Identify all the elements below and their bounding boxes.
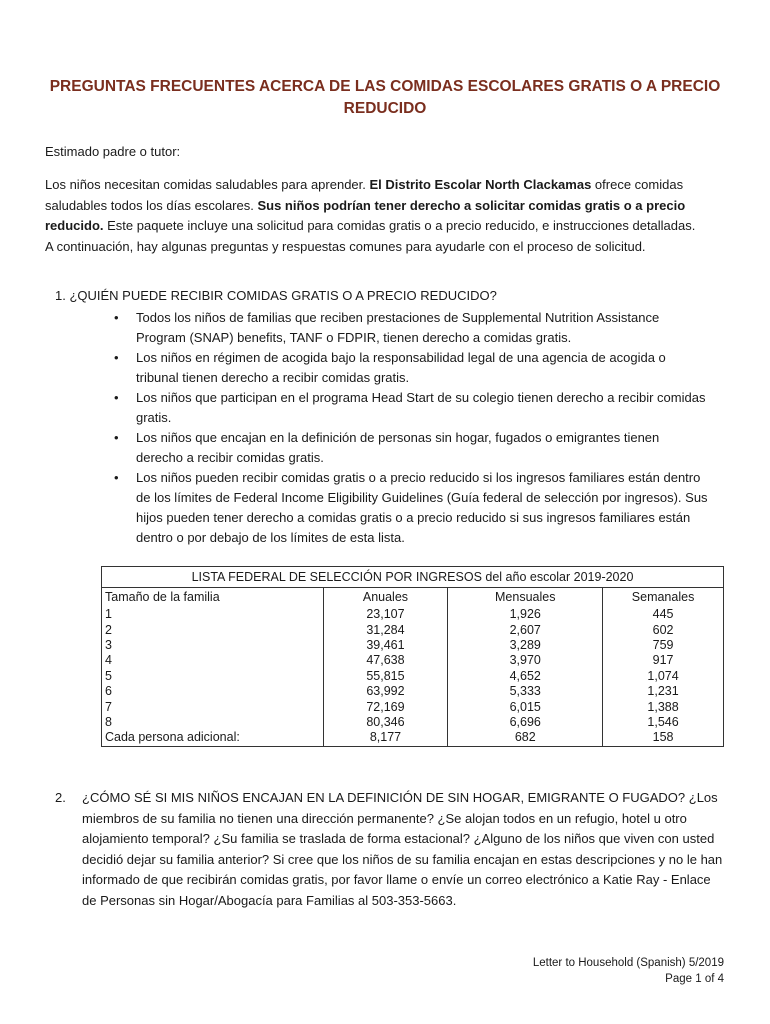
page-footer <box>533 955 724 987</box>
header-annual: Anuales <box>323 588 448 608</box>
question-2-text: ¿CÓMO SÉ SI MIS NIÑOS ENCAJAN EN LA DEFINICIÓN DE SIN HOGAR, EMIGRANTE O FUGADO? ¿Los miembros de su familia no tienen una dirección permanente? ¿Se alojan todos en un refugio, hotel u otro alojamiento temporal? ¿Su familia se traslada de forma estacional? ¿Alguno de los niños que viven con usted decidió dejar su familia anterior? Si cree que los niños de su familia encajan en estas descripciones y no le han informado de que recibirán comidas gratis, por favor llame o envíe un correo electrónico a Katie Ray - Enlace de Personas sin Hogar/Abogacía para Familias al 503-353-5663. <box>82 790 723 908</box>
intro-eligibility-note: Sus niños podrían tener derecho a solicitar comidas gratis o a precio reducido. <box>45 197 686 233</box>
table-cell: 7 <box>102 699 324 714</box>
table-row <box>102 622 724 637</box>
question-1-heading: 1. ¿QUIÉN PUEDE RECIBIR COMIDAS GRATIS O A PRECIO REDUCIDO? <box>55 288 497 303</box>
table-cell: 4 <box>102 653 324 668</box>
table-cell: 1 <box>102 607 324 622</box>
table-caption-row <box>102 567 724 588</box>
table-row <box>102 715 724 730</box>
header-family-size: Tamaño de la familia <box>102 588 324 608</box>
table-cell: 1,926 <box>448 607 603 622</box>
table-cell: 31,284 <box>323 622 448 637</box>
table-cell: 3,289 <box>448 638 603 653</box>
table-cell: 55,815 <box>323 669 448 684</box>
question-1-bullets <box>108 308 708 548</box>
bullet-item: • Los niños en régimen de acogida bajo la responsabilidad legal de una agencia de acogida o tribunal tienen derecho a recibir comidas gratis. <box>108 348 708 388</box>
table-cell: 2,607 <box>448 622 603 637</box>
table-cell: 72,169 <box>323 699 448 714</box>
question-2-number: 2. <box>55 790 66 805</box>
header-monthly: Mensuales <box>448 588 603 608</box>
table-cell: 8,177 <box>323 730 448 746</box>
header-weekly: Semanales <box>603 588 724 608</box>
table-cell: 47,638 <box>323 653 448 668</box>
table-cell: 3,970 <box>448 653 603 668</box>
table-cell: 759 <box>603 638 724 653</box>
table-cell: 5 <box>102 669 324 684</box>
table-header-row <box>102 588 724 608</box>
table-row <box>102 684 724 699</box>
table-row <box>102 607 724 622</box>
table-row <box>102 730 724 746</box>
table-cell: Cada persona adicional: <box>102 730 324 746</box>
table-cell: 1,546 <box>603 715 724 730</box>
table-cell: 1,074 <box>603 669 724 684</box>
table-cell: 63,992 <box>323 684 448 699</box>
table-cell: 917 <box>603 653 724 668</box>
bullet-item: • Los niños que encajan en la definición de personas sin hogar, fugados o emigrantes tienen derecho a recibir comidas gratis. <box>108 428 708 468</box>
table-cell: 682 <box>448 730 603 746</box>
table-cell: 1,388 <box>603 699 724 714</box>
table-cell: 80,346 <box>323 715 448 730</box>
footer-page-number: Page 1 of 4 <box>665 973 724 985</box>
table-cell: 2 <box>102 622 324 637</box>
question-2 <box>55 788 725 911</box>
intro-paragraph <box>45 175 705 257</box>
intro-text-1: Los niños necesitan comidas saludables para aprender. <box>45 177 370 192</box>
intro-text-3: Este paquete incluye una solicitud para comidas gratis o a precio reducido, e instrucciones detalladas. A continuación, hay algunas preguntas y respuestas comunes para ayudarle con el proceso de solicitud. <box>45 218 696 254</box>
table-caption: LISTA FEDERAL DE SELECCIÓN POR INGRESOS del año escolar 2019-2020 <box>102 567 724 588</box>
table-cell: 6 <box>102 684 324 699</box>
greeting: Estimado padre o tutor: <box>45 144 181 159</box>
footer-document-id: Letter to Household (Spanish) 5/2019 <box>532 957 724 969</box>
intro-district-name: El Distrito Escolar North Clackamas <box>369 177 592 192</box>
table-row <box>102 638 724 653</box>
table-row <box>102 699 724 714</box>
bullet-item: • Todos los niños de familias que reciben prestaciones de Supplemental Nutrition Assistance Program (SNAP) benefits, TANF o FDPIR, tienen derecho a comidas gratis. <box>108 308 708 348</box>
table-row <box>102 653 724 668</box>
bullet-item: • Los niños pueden recibir comidas gratis o a precio reducido si los ingresos familiares están dentro de los límites de Federal Income Eligibility Guidelines (Guía federal de selección por ingresos). Sus hijos pueden tener derecho a comidas gratis o a precio reducido si sus ingresos familiares están dentro o por debajo de los límites de esta lista. <box>108 468 708 548</box>
table-cell: 5,333 <box>448 684 603 699</box>
bullet-item: • Los niños que participan en el programa Head Start de su colegio tienen derecho a recibir comidas gratis. <box>108 388 708 428</box>
table-cell: 6,015 <box>448 699 603 714</box>
table-cell: 8 <box>102 715 324 730</box>
table-cell: 39,461 <box>323 638 448 653</box>
intro-text-2: ofrece comidas saludables todos los días escolares. <box>45 177 684 213</box>
table-cell: 602 <box>603 622 724 637</box>
table-cell: 4,652 <box>448 669 603 684</box>
table-cell: 1,231 <box>603 684 724 699</box>
table-cell: 445 <box>603 607 724 622</box>
income-guidelines-table <box>101 566 724 747</box>
table-cell: 23,107 <box>323 607 448 622</box>
table-row <box>102 669 724 684</box>
table-cell: 158 <box>603 730 724 746</box>
table-cell: 3 <box>102 638 324 653</box>
page-title: PREGUNTAS FRECUENTES ACERCA DE LAS COMIDAS ESCOLARES GRATIS O A PRECIO REDUCIDO <box>49 78 721 117</box>
table-cell: 6,696 <box>448 715 603 730</box>
